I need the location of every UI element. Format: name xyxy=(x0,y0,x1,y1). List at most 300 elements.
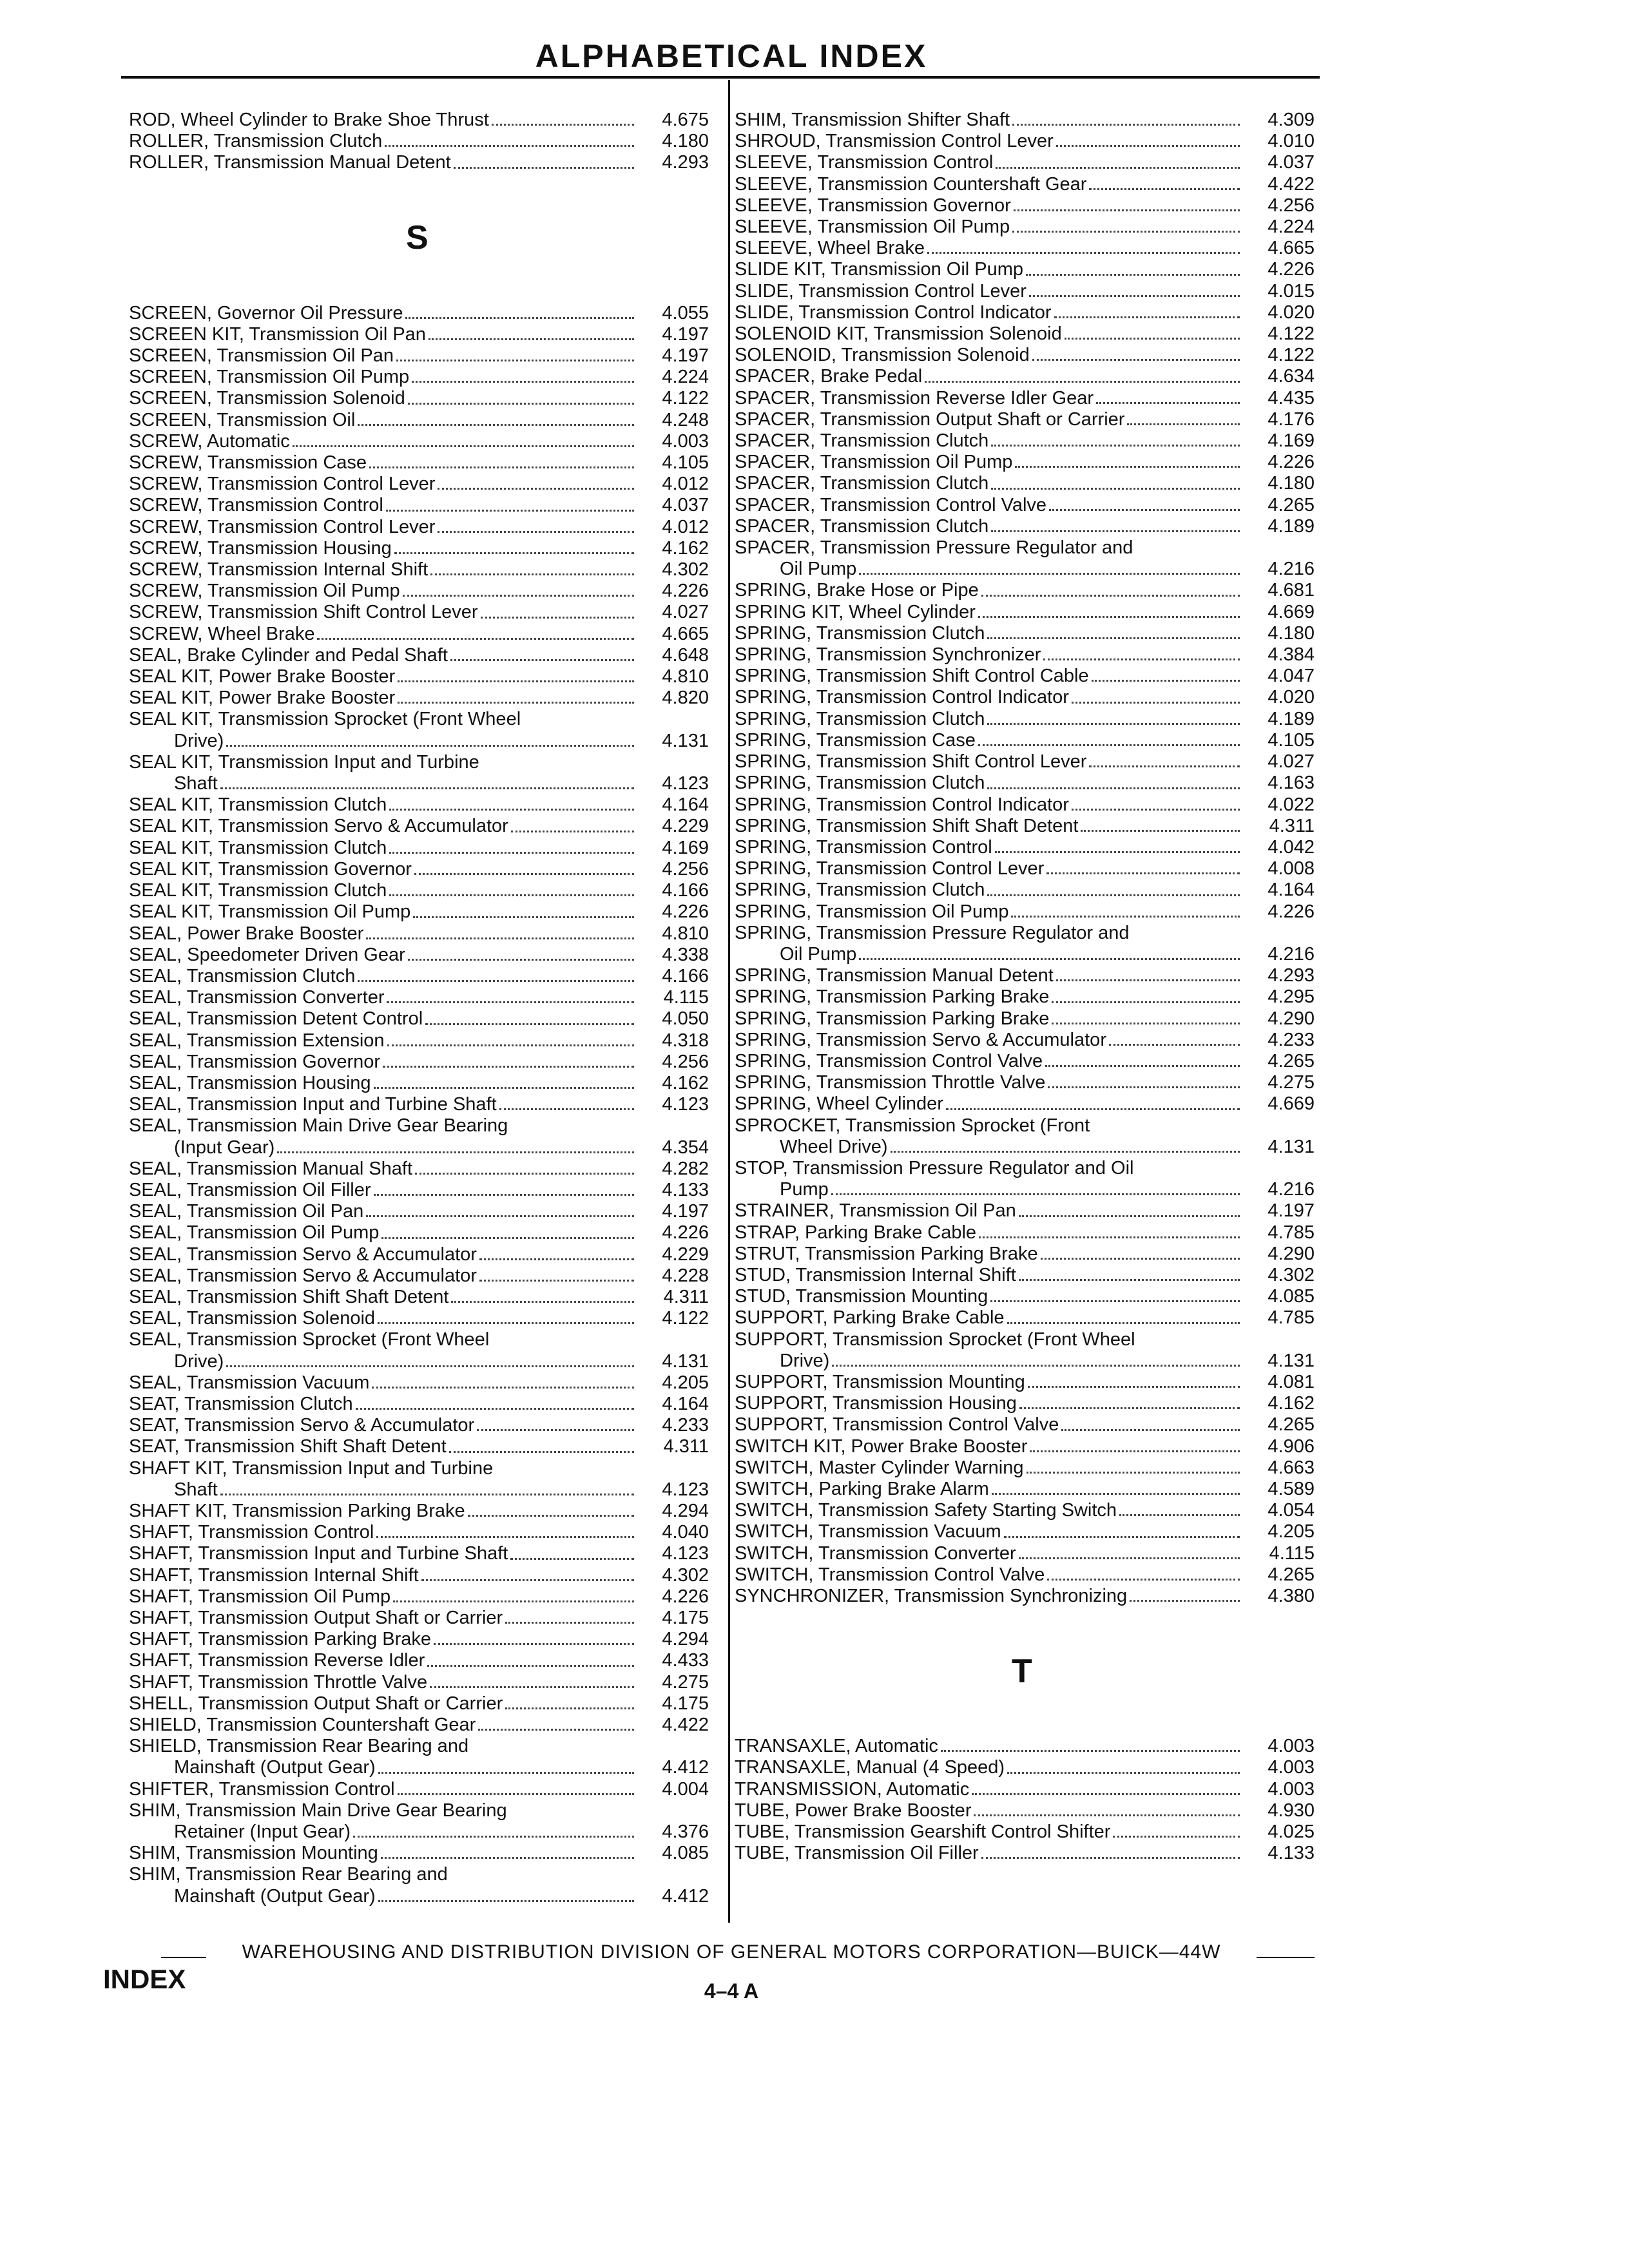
dot-leader xyxy=(226,1365,634,1367)
dot-leader xyxy=(1026,274,1240,276)
entry-label: SEAL KIT, Transmission Oil Pump xyxy=(129,901,411,923)
entry-label: Retainer (Input Gear) xyxy=(174,1821,351,1843)
index-entry xyxy=(735,1543,1315,1564)
index-entry xyxy=(129,1757,709,1778)
dot-leader xyxy=(478,1729,634,1731)
entry-page-ref: 4.037 xyxy=(662,495,709,516)
entry-page-ref: 4.224 xyxy=(1268,216,1315,238)
entry-label: SEAL, Transmission Solenoid xyxy=(129,1308,376,1329)
index-entry xyxy=(735,1393,1315,1414)
dot-leader xyxy=(430,573,634,575)
index-entry xyxy=(735,858,1315,879)
index-entry xyxy=(129,794,709,816)
entry-page-ref: 4.131 xyxy=(1268,1136,1315,1157)
entry-page-ref: 4.055 xyxy=(662,302,709,323)
index-entry xyxy=(129,687,709,709)
entry-page-ref: 4.162 xyxy=(662,537,709,559)
dot-leader xyxy=(376,1536,634,1538)
entry-label: SEAL, Transmission Servo & Accumulator xyxy=(129,1244,477,1265)
index-entry xyxy=(735,644,1315,666)
index-entry xyxy=(129,1522,709,1543)
dot-leader xyxy=(1054,316,1240,318)
entry-page-ref: 4.293 xyxy=(662,152,709,173)
entry-page-ref: 4.256 xyxy=(662,1051,709,1072)
dot-leader xyxy=(387,1001,634,1003)
dot-leader xyxy=(978,616,1240,618)
entry-page-ref: 4.275 xyxy=(662,1671,709,1693)
index-entry xyxy=(129,152,709,173)
index-entry xyxy=(735,687,1315,708)
entry-label: SPRING, Transmission Control Valve xyxy=(735,1050,1043,1072)
entry-page-ref: 4.376 xyxy=(662,1821,709,1843)
entry-page-ref: 4.085 xyxy=(662,1843,709,1864)
index-entry xyxy=(735,837,1315,858)
entry-page-ref: 4.081 xyxy=(1268,1371,1315,1392)
entry-label: SLEEVE, Wheel Brake xyxy=(735,238,925,259)
index-entry xyxy=(735,1479,1315,1500)
column-divider xyxy=(728,80,730,1923)
dot-leader xyxy=(941,1750,1240,1752)
entry-label: SPRING, Transmission Clutch xyxy=(735,622,985,644)
dot-leader xyxy=(492,124,634,126)
dot-leader xyxy=(408,959,634,961)
entry-label: STRAP, Parking Brake Cable xyxy=(735,1222,977,1243)
entry-page-ref: 4.302 xyxy=(1268,1264,1315,1285)
entry-label: SPRING, Transmission Control Lever xyxy=(735,858,1045,879)
entry-label: SCREEN, Transmission Oil xyxy=(129,409,356,430)
dot-leader xyxy=(1049,509,1240,511)
entry-page-ref: 4.180 xyxy=(1268,622,1315,644)
index-entry xyxy=(735,473,1315,494)
dot-leader xyxy=(1029,295,1240,297)
index-entry xyxy=(129,1137,709,1158)
index-entry xyxy=(735,1521,1315,1542)
dot-leader xyxy=(408,403,634,405)
index-entry xyxy=(735,1372,1315,1393)
dot-leader xyxy=(1011,916,1240,918)
index-entry xyxy=(735,1179,1315,1200)
dot-leader xyxy=(1056,145,1240,147)
entry-page-ref: 4.180 xyxy=(1268,473,1315,494)
index-entry xyxy=(735,388,1315,409)
entry-label: STUD, Transmission Mounting xyxy=(735,1286,988,1307)
dot-leader xyxy=(1012,231,1240,233)
entry-page-ref: 4.648 xyxy=(662,644,709,666)
dot-leader xyxy=(378,1322,634,1324)
index-entry xyxy=(735,1030,1315,1051)
entry-label: Wheel Drive) xyxy=(780,1136,888,1157)
entry-label: (Input Gear) xyxy=(174,1137,275,1158)
dot-leader xyxy=(477,1429,634,1431)
dot-leader xyxy=(374,1194,635,1196)
dot-leader xyxy=(1109,1044,1240,1046)
entry-label: Drive) xyxy=(174,730,224,751)
entry-label: SUPPORT, Transmission Housing xyxy=(735,1393,1017,1414)
index-entry xyxy=(735,110,1315,131)
entry-page-ref: 4.197 xyxy=(662,1201,709,1222)
entry-label: SPRING, Transmission Pressure Regulator and xyxy=(735,922,1130,943)
entry-label: SHAFT, Transmission Internal Shift xyxy=(129,1564,419,1586)
dot-leader xyxy=(1096,402,1240,404)
dot-leader xyxy=(1019,1557,1240,1559)
index-entry xyxy=(735,1286,1315,1307)
dot-leader xyxy=(398,680,634,682)
dot-leader xyxy=(430,1686,634,1688)
index-entry xyxy=(129,517,709,538)
entry-label: SWITCH, Transmission Converter xyxy=(735,1542,1016,1564)
index-entry xyxy=(129,345,709,367)
index-entry xyxy=(129,1052,709,1073)
entry-label: SEAL KIT, Transmission Sprocket (Front Wheel xyxy=(129,709,521,730)
entry-label: SEAL, Transmission Clutch xyxy=(129,965,356,986)
entry-page-ref: 4.293 xyxy=(1268,965,1315,986)
dot-leader xyxy=(378,1900,634,1902)
entry-label: SPACER, Transmission Clutch xyxy=(735,430,989,452)
index-entry xyxy=(735,1586,1315,1607)
dot-leader xyxy=(990,1300,1240,1302)
index-entry xyxy=(129,1222,709,1244)
entry-page-ref: 4.123 xyxy=(662,1094,709,1115)
index-entry xyxy=(129,1843,709,1864)
index-entry xyxy=(735,965,1315,986)
entry-label: ROLLER, Transmission Clutch xyxy=(129,131,383,152)
dot-leader xyxy=(891,1151,1240,1153)
dot-leader xyxy=(1092,680,1240,682)
entry-page-ref: 4.248 xyxy=(662,409,709,430)
dot-leader xyxy=(449,1451,634,1453)
entry-page-ref: 4.634 xyxy=(1268,366,1315,387)
entry-label: SHIM, Transmission Rear Bearing and xyxy=(129,1864,448,1885)
dot-leader xyxy=(450,659,634,661)
index-entry xyxy=(735,1244,1315,1265)
entry-label: Shaft xyxy=(174,1479,218,1500)
entry-label: Mainshaft (Output Gear) xyxy=(174,1757,376,1778)
dot-leader xyxy=(992,1493,1240,1495)
entry-label: SEAL, Brake Cylinder and Pedal Shaft xyxy=(129,644,448,666)
dot-leader xyxy=(381,1237,634,1239)
dot-leader xyxy=(925,381,1240,383)
entry-page-ref: 4.131 xyxy=(662,730,709,751)
entry-page-ref: 4.169 xyxy=(1268,430,1315,452)
index-entry xyxy=(735,1137,1315,1158)
entry-page-ref: 4.265 xyxy=(1268,1414,1315,1436)
dot-leader xyxy=(479,1280,634,1282)
index-entry xyxy=(735,730,1315,751)
dot-leader xyxy=(946,1108,1240,1110)
dot-leader xyxy=(1047,1579,1240,1581)
entry-page-ref: 4.122 xyxy=(1268,345,1315,366)
entry-label: SEAL KIT, Transmission Clutch xyxy=(129,880,387,901)
index-entry xyxy=(129,1672,709,1693)
entry-label: SEAL KIT, Transmission Clutch xyxy=(129,837,387,858)
dot-leader xyxy=(1019,1279,1240,1281)
index-entry xyxy=(129,1886,709,1907)
dot-leader xyxy=(438,488,634,490)
entry-page-ref: 4.311 xyxy=(663,1286,709,1307)
dot-leader xyxy=(1119,1514,1240,1516)
dot-leader xyxy=(972,1793,1240,1795)
index-entry xyxy=(735,1564,1315,1586)
entry-label: SPRING, Transmission Control Indicator xyxy=(735,687,1069,708)
entry-page-ref: 4.412 xyxy=(662,1885,709,1907)
index-entry xyxy=(735,131,1315,152)
entry-page-ref: 4.309 xyxy=(1268,110,1315,130)
entry-label: SCREW, Transmission Housing xyxy=(129,537,392,559)
entry-label: SUPPORT, Parking Brake Cable xyxy=(735,1307,1005,1329)
dot-leader xyxy=(479,1258,634,1260)
index-entry-heading xyxy=(129,1736,709,1757)
entry-page-ref: 4.205 xyxy=(662,1372,709,1393)
dot-leader xyxy=(1127,423,1240,425)
dot-leader xyxy=(505,1622,634,1624)
index-column-right xyxy=(735,110,1315,1864)
index-entry xyxy=(129,1543,709,1564)
dot-leader xyxy=(1012,124,1240,126)
entry-label: SCREW, Transmission Case xyxy=(129,452,367,474)
entry-page-ref: 4.015 xyxy=(1268,280,1315,302)
dot-leader xyxy=(293,445,634,447)
dot-leader xyxy=(832,1365,1240,1367)
entry-page-ref: 4.164 xyxy=(662,794,709,816)
dot-leader xyxy=(427,1665,634,1667)
dot-leader xyxy=(387,1044,634,1046)
entry-label: TRANSMISSION, Automatic xyxy=(735,1778,970,1800)
index-entry xyxy=(129,1501,709,1522)
entry-page-ref: 4.810 xyxy=(662,666,709,687)
index-entry xyxy=(129,1779,709,1800)
entry-page-ref: 4.164 xyxy=(662,1393,709,1414)
dot-leader xyxy=(1030,1450,1240,1452)
entry-label: SEAT, Transmission Servo & Accumulator xyxy=(129,1415,475,1436)
index-entry xyxy=(129,131,709,152)
entry-page-ref: 4.233 xyxy=(662,1415,709,1436)
entry-page-ref: 4.384 xyxy=(1268,644,1315,666)
index-entry xyxy=(129,1415,709,1436)
entry-page-ref: 4.282 xyxy=(662,1158,709,1179)
entry-label: SHAFT, Transmission Oil Pump xyxy=(129,1586,391,1607)
entry-label: SWITCH KIT, Power Brake Booster xyxy=(735,1436,1028,1457)
entry-page-ref: 4.669 xyxy=(1268,1093,1315,1115)
entry-label: Pump xyxy=(780,1179,829,1200)
index-entry xyxy=(735,1779,1315,1800)
index-entry xyxy=(735,259,1315,280)
entry-label: ROD, Wheel Cylinder to Brake Shoe Thrust xyxy=(129,110,489,130)
index-entry xyxy=(129,816,709,837)
page-number: 4–4 A xyxy=(704,1979,759,2003)
entry-label: SPRING, Transmission Clutch xyxy=(735,708,985,729)
index-entry xyxy=(735,281,1315,302)
entry-page-ref: 4.205 xyxy=(1268,1521,1315,1542)
entry-label: SCREW, Transmission Internal Shift xyxy=(129,559,429,581)
entry-label: SCREW, Transmission Control Lever xyxy=(129,474,436,495)
entry-label: SEAL, Transmission Main Drive Gear Bearing xyxy=(129,1115,508,1137)
index-entry xyxy=(129,987,709,1008)
entry-label: SPRING, Transmission Synchronizer xyxy=(735,644,1041,666)
entry-page-ref: 4.175 xyxy=(662,1608,709,1628)
entry-label: SEAL, Transmission Vacuum xyxy=(129,1372,370,1393)
dot-leader xyxy=(358,980,634,982)
entry-label: SEAT, Transmission Clutch xyxy=(129,1393,353,1414)
entry-label: SEAL KIT, Power Brake Booster xyxy=(129,666,396,687)
dot-leader xyxy=(1046,872,1240,874)
entry-page-ref: 4.233 xyxy=(1268,1029,1315,1050)
entry-label: SCREW, Transmission Shift Control Lever xyxy=(129,602,478,623)
entry-page-ref: 4.166 xyxy=(662,880,709,901)
entry-label: SLEEVE, Transmission Control xyxy=(735,152,994,173)
entry-page-ref: 4.176 xyxy=(1268,408,1315,430)
dot-leader xyxy=(1041,1258,1240,1260)
index-entry xyxy=(129,1030,709,1052)
dot-leader xyxy=(510,1558,634,1560)
index-entry xyxy=(129,495,709,516)
dot-leader xyxy=(927,252,1240,254)
entry-label: SHIM, Transmission Mounting xyxy=(129,1843,378,1864)
index-entry xyxy=(735,516,1315,537)
entry-page-ref: 4.665 xyxy=(1268,238,1315,259)
index-entry xyxy=(735,152,1315,173)
entry-label: SEAL KIT, Power Brake Booster xyxy=(129,687,396,709)
section-letter: T xyxy=(1012,1652,1032,1690)
page-title: ALPHABETICAL INDEX xyxy=(535,38,928,74)
entry-label: SPRING, Transmission Clutch xyxy=(735,879,985,901)
index-entry xyxy=(129,666,709,687)
dot-leader xyxy=(451,1301,634,1303)
dot-leader xyxy=(1045,1065,1240,1067)
entry-page-ref: 4.681 xyxy=(1268,580,1315,601)
index-entry xyxy=(129,602,709,623)
entry-label: SPRING, Transmission Shift Control Cable xyxy=(735,666,1089,687)
entry-label: SPRING, Transmission Shift Control Lever xyxy=(735,751,1087,773)
dot-leader xyxy=(317,638,634,640)
dot-leader xyxy=(1061,1429,1240,1431)
dot-leader xyxy=(412,381,634,383)
entry-label: SEAL, Transmission Manual Shaft xyxy=(129,1158,413,1179)
index-entry-heading xyxy=(129,752,709,773)
entry-page-ref: 4.226 xyxy=(662,1586,709,1607)
entry-page-ref: 4.123 xyxy=(662,773,709,794)
entry-label: SWITCH, Parking Brake Alarm xyxy=(735,1479,989,1499)
index-entry xyxy=(129,901,709,923)
entry-label: Oil Pump xyxy=(780,559,857,580)
index-entry xyxy=(129,773,709,794)
entry-label: SHAFT, Transmission Throttle Valve xyxy=(129,1671,428,1693)
dot-leader xyxy=(366,937,634,939)
dot-leader xyxy=(1052,1001,1240,1003)
entry-page-ref: 4.037 xyxy=(1268,152,1315,173)
index-entry xyxy=(129,1821,709,1843)
entry-page-ref: 4.047 xyxy=(1268,666,1315,687)
dot-leader xyxy=(369,466,634,468)
dot-leader xyxy=(1032,359,1240,361)
index-entry-heading xyxy=(735,923,1315,944)
index-entry xyxy=(735,452,1315,473)
entry-label: SPRING, Transmission Control Indicator xyxy=(735,794,1069,815)
index-entry xyxy=(129,431,709,452)
entry-label: SCREEN, Transmission Oil Pump xyxy=(129,367,410,388)
entry-label: SCREW, Transmission Control xyxy=(129,495,383,516)
index-entry xyxy=(129,410,709,431)
entry-label: SPRING, Transmission Servo & Accumulator xyxy=(735,1029,1106,1050)
entry-label: SEAL, Transmission Extension xyxy=(129,1030,385,1051)
index-entry xyxy=(735,1200,1315,1222)
index-entry xyxy=(735,1265,1315,1286)
index-entry xyxy=(129,1180,709,1201)
entry-page-ref: 4.054 xyxy=(1268,1500,1315,1521)
entry-page-ref: 4.042 xyxy=(1268,836,1315,858)
entry-label: SHAFT KIT, Transmission Parking Brake xyxy=(129,1500,465,1521)
index-entry xyxy=(129,1244,709,1265)
dot-leader xyxy=(220,1494,634,1495)
entry-label: SCREW, Transmission Oil Pump xyxy=(129,581,400,602)
entry-label: SWITCH, Transmission Control Valve xyxy=(735,1564,1045,1585)
entry-page-ref: 4.012 xyxy=(662,474,709,495)
index-entry xyxy=(735,495,1315,516)
entry-label: SPACER, Transmission Clutch xyxy=(735,473,989,494)
entry-label: SLEEVE, Transmission Oil Pump xyxy=(735,216,1010,238)
index-entry xyxy=(735,1500,1315,1521)
dot-leader xyxy=(438,531,634,533)
dot-leader xyxy=(995,851,1240,853)
entry-label: SEAL KIT, Transmission Governor xyxy=(129,858,412,879)
index-entry xyxy=(129,1565,709,1586)
entry-label: SEAL, Transmission Detent Control xyxy=(129,1008,423,1030)
entry-page-ref: 4.027 xyxy=(662,602,709,623)
entry-page-ref: 4.294 xyxy=(662,1629,709,1650)
index-entry xyxy=(129,966,709,987)
entry-page-ref: 4.665 xyxy=(662,623,709,644)
dot-leader xyxy=(991,530,1240,532)
entry-page-ref: 4.123 xyxy=(662,1479,709,1500)
index-entry xyxy=(129,1650,709,1671)
entry-page-ref: 4.003 xyxy=(1268,1736,1315,1757)
index-entry xyxy=(735,1008,1315,1030)
dot-leader xyxy=(1065,338,1240,340)
entry-page-ref: 4.197 xyxy=(662,345,709,367)
index-entry xyxy=(129,1394,709,1415)
entry-page-ref: 4.020 xyxy=(1268,302,1315,323)
entry-label: SCREEN KIT, Transmission Oil Pan xyxy=(129,323,426,345)
entry-page-ref: 4.004 xyxy=(662,1778,709,1800)
entry-label: SOLENOID, Transmission Solenoid xyxy=(735,345,1030,366)
entry-label: SEAL KIT, Transmission Input and Turbine xyxy=(129,751,479,773)
index-entry xyxy=(735,366,1315,387)
entry-label: SEAL, Transmission Servo & Accumulator xyxy=(129,1265,477,1286)
entry-label: SEAL, Transmission Oil Pan xyxy=(129,1201,364,1222)
entry-label: SLIDE, Transmission Control Lever xyxy=(735,280,1027,302)
dot-leader xyxy=(372,1387,634,1389)
dot-leader xyxy=(1081,830,1240,832)
entry-page-ref: 4.216 xyxy=(1268,943,1315,965)
entry-page-ref: 4.675 xyxy=(662,110,709,130)
entry-label: Drive) xyxy=(174,1350,224,1372)
dot-leader xyxy=(1015,466,1240,468)
index-entry xyxy=(735,879,1315,901)
index-entry xyxy=(129,880,709,901)
index-entry xyxy=(129,1308,709,1329)
entry-label: SUPPORT, Transmission Sprocket (Front Wheel xyxy=(735,1329,1135,1350)
entry-page-ref: 4.027 xyxy=(1268,751,1315,773)
entry-label: SPACER, Transmission Output Shaft or Carrier xyxy=(735,408,1125,430)
dot-leader xyxy=(393,1600,634,1602)
entry-page-ref: 4.290 xyxy=(1268,1008,1315,1029)
index-entry xyxy=(735,1350,1315,1372)
index-entry-heading xyxy=(735,1158,1315,1179)
entry-label: Drive) xyxy=(780,1350,830,1371)
index-entry xyxy=(129,303,709,324)
dot-leader xyxy=(394,552,634,554)
entry-page-ref: 4.354 xyxy=(662,1137,709,1158)
entry-label: SEAL, Transmission Oil Pump xyxy=(129,1222,380,1244)
